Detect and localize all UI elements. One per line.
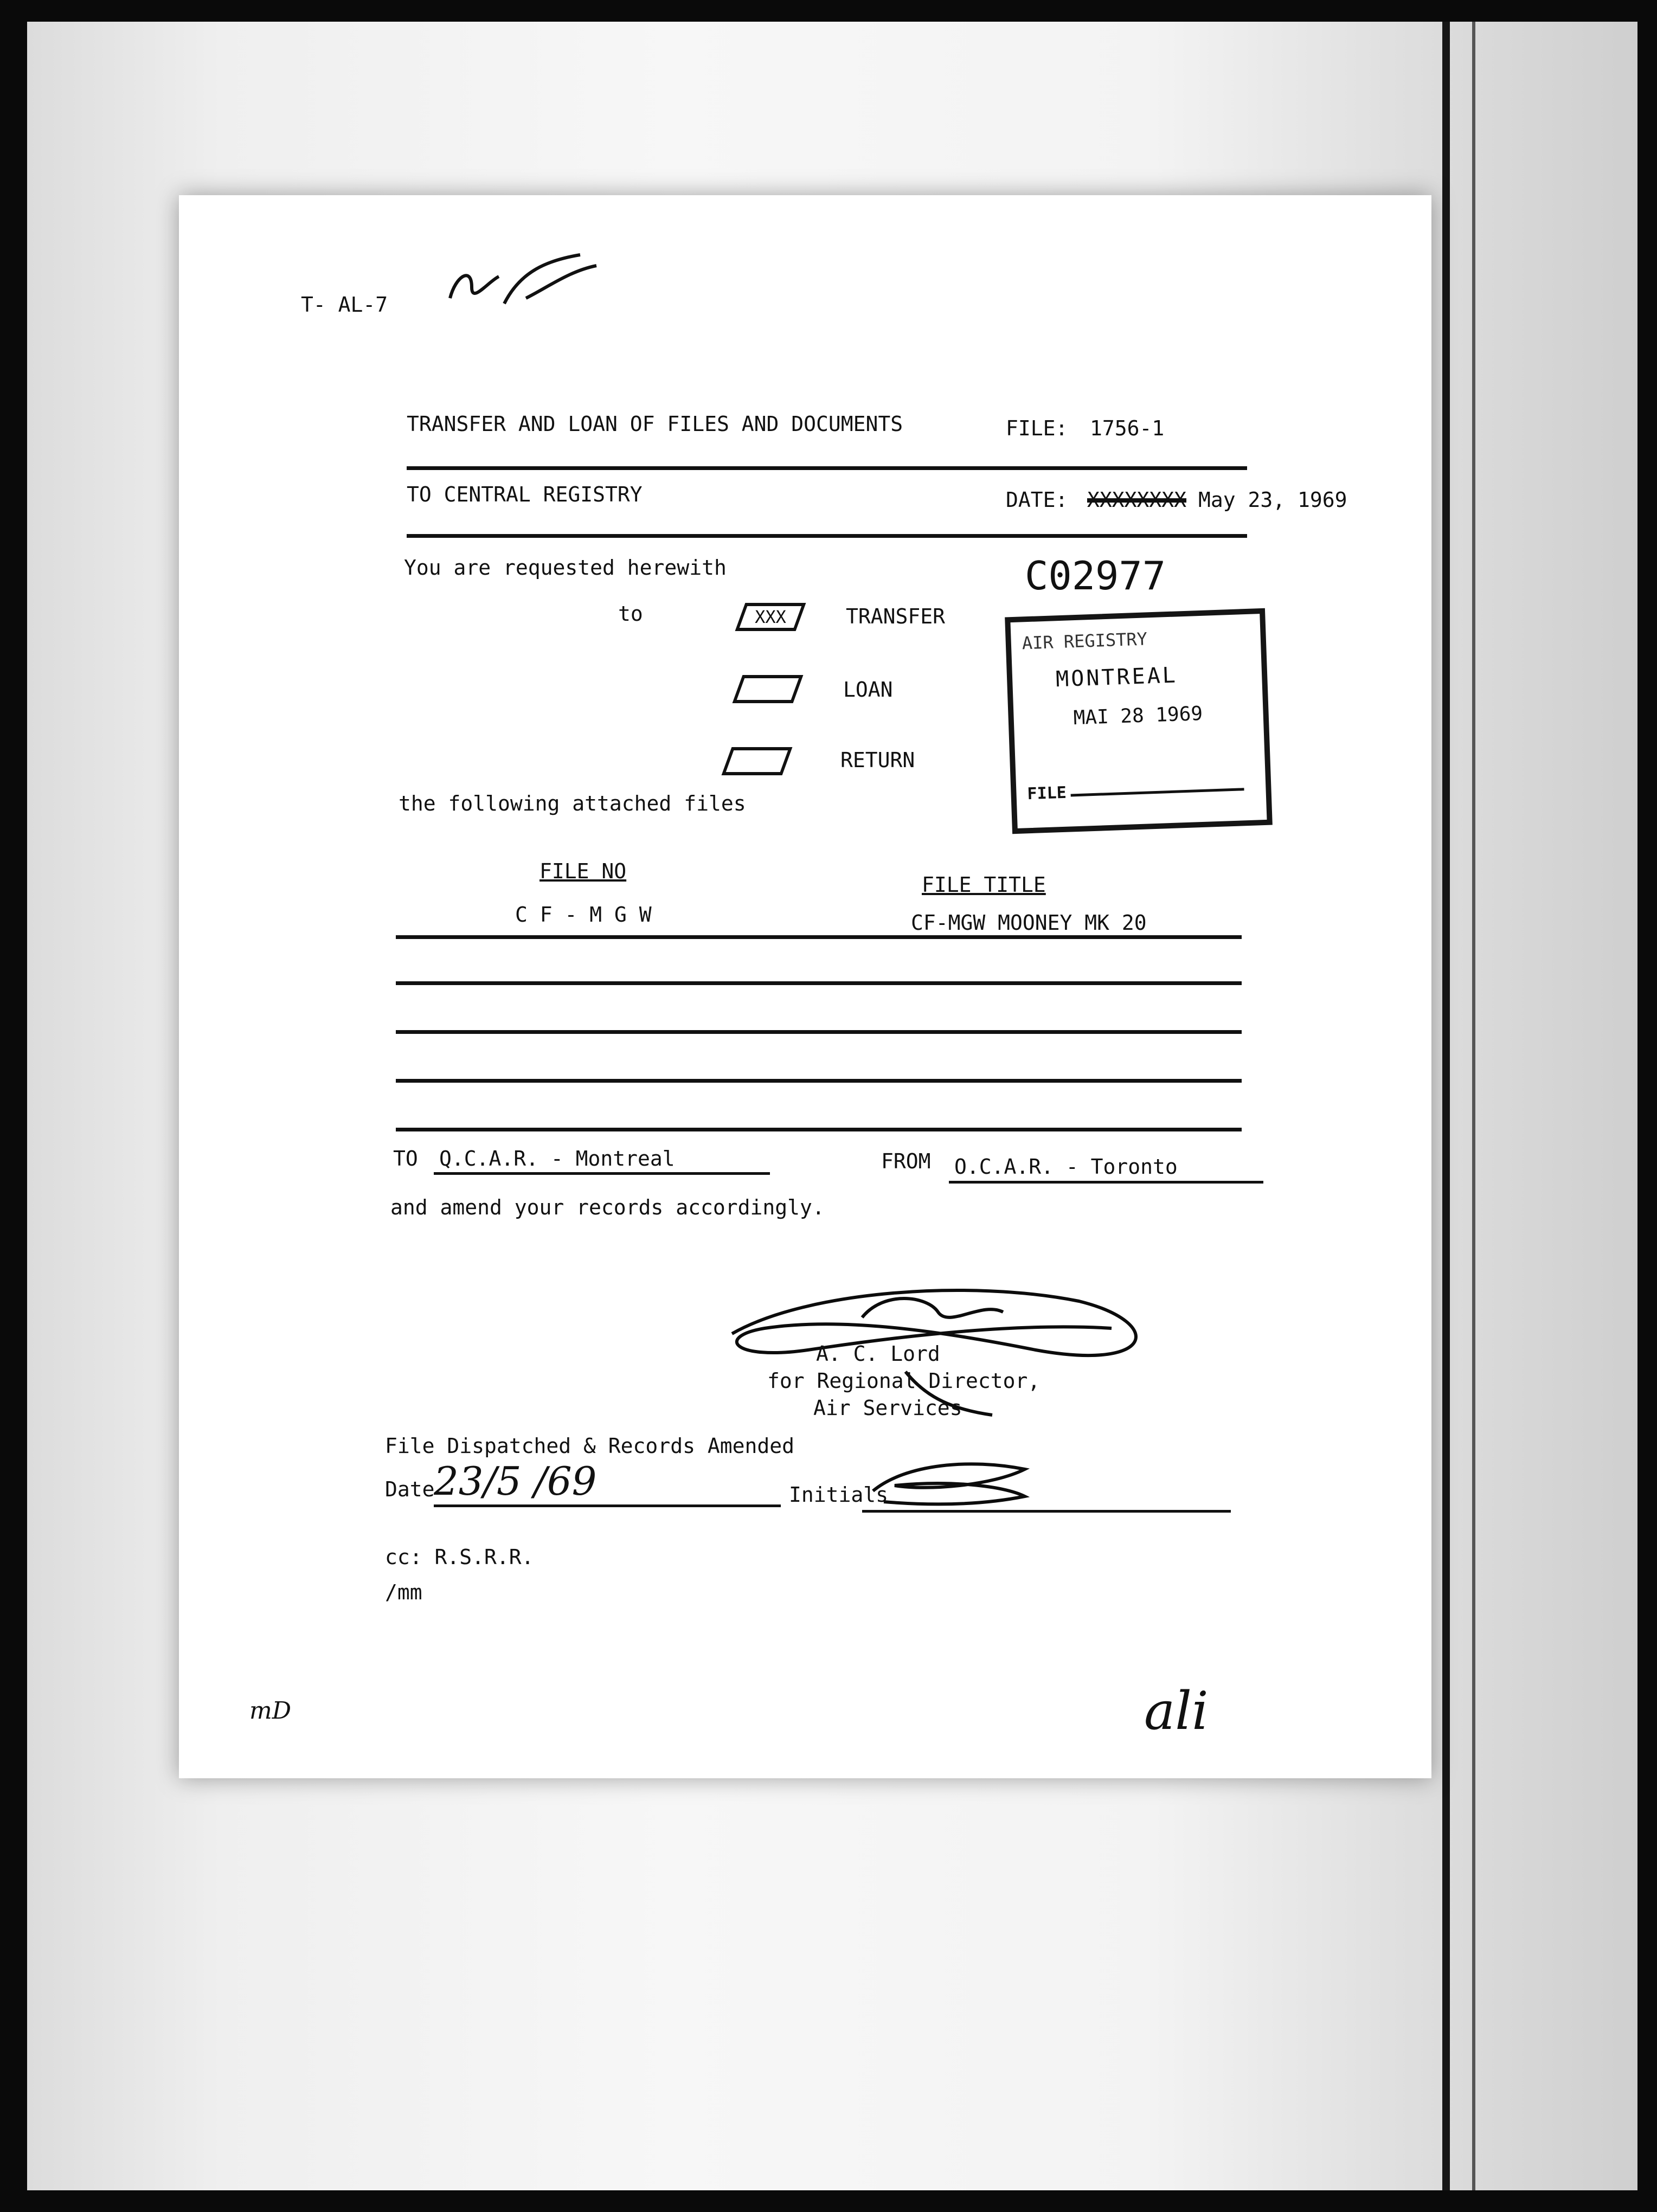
file-row-rule-4 bbox=[396, 1079, 1242, 1083]
to-underline bbox=[434, 1172, 770, 1175]
following-files-text: the following attached files bbox=[399, 792, 746, 815]
received-stamp bbox=[1005, 608, 1273, 834]
initials-line bbox=[862, 1510, 1231, 1513]
from-underline bbox=[949, 1181, 1263, 1184]
loan-option-label: LOAN bbox=[843, 678, 893, 702]
stamp-number: C02977 bbox=[1025, 553, 1166, 599]
to-destination: Q.C.A.R. - Montreal bbox=[439, 1147, 675, 1171]
column-header-file-no: FILE NO bbox=[540, 859, 627, 883]
binder-edge-secondary bbox=[1472, 22, 1475, 2190]
amend-records-text: and amend your records accordingly. bbox=[390, 1195, 825, 1219]
dispatch-date-value: 23/5 /69 bbox=[434, 1458, 597, 1504]
typist-initials: /mm bbox=[385, 1580, 422, 1604]
dispatched-text: File Dispatched & Records Amended bbox=[385, 1434, 794, 1458]
return-checkbox[interactable] bbox=[722, 747, 793, 775]
dispatch-date-label: Date bbox=[385, 1477, 435, 1501]
to-text: to bbox=[618, 602, 643, 626]
file-row-rule-2 bbox=[396, 981, 1242, 985]
stamp-registry-label: AIR REGISTRY bbox=[1022, 628, 1148, 654]
initials-signature bbox=[862, 1442, 1036, 1518]
header-rule-1 bbox=[407, 466, 1247, 470]
margin-note-right: ali bbox=[1144, 1681, 1209, 1741]
signer-name: A. C. Lord bbox=[816, 1342, 940, 1366]
header-rule-2 bbox=[407, 534, 1247, 538]
dispatch-date-line bbox=[434, 1504, 781, 1507]
stamp-date: MAI 28 1969 bbox=[1073, 702, 1203, 730]
from-label: FROM bbox=[881, 1149, 931, 1173]
cc-line: cc: R.S.R.R. bbox=[385, 1545, 534, 1569]
binder-edge bbox=[1442, 22, 1450, 2190]
return-option-label: RETURN bbox=[840, 748, 915, 772]
form-title: TRANSFER AND LOAN OF FILES AND DOCUMENTS bbox=[407, 412, 903, 436]
stamp-city: MONTREAL bbox=[1055, 663, 1178, 692]
stamp-file-line bbox=[1071, 788, 1244, 796]
to-central-registry: TO CENTRAL REGISTRY bbox=[407, 483, 643, 506]
reference-code: T- AL-7 bbox=[301, 293, 388, 317]
signer-department: Air Services bbox=[813, 1396, 962, 1420]
file-label: FILE: bbox=[1006, 416, 1068, 440]
date-struck-out: XXXXXXXX bbox=[1087, 488, 1187, 512]
signer-role: for Regional Director, bbox=[767, 1369, 1041, 1393]
date-label: DATE: bbox=[1006, 488, 1068, 512]
from-origin: O.C.A.R. - Toronto bbox=[954, 1155, 1178, 1179]
stamp-file-label: FILE bbox=[1026, 783, 1067, 804]
initials-label: Initials bbox=[789, 1483, 889, 1507]
file-row-1-number: C F - M G W bbox=[515, 903, 652, 927]
transfer-checkbox[interactable] bbox=[735, 603, 806, 631]
memo-page bbox=[179, 195, 1431, 1778]
top-scribble-signature bbox=[439, 233, 602, 320]
file-row-rule-3 bbox=[396, 1030, 1242, 1034]
file-value: 1756-1 bbox=[1090, 416, 1165, 440]
file-row-rule-1 bbox=[396, 935, 1242, 939]
loan-checkbox[interactable] bbox=[733, 675, 804, 703]
file-row-1-title: CF-MGW MOONEY MK 20 bbox=[911, 911, 1147, 935]
margin-note-left: mD bbox=[249, 1697, 291, 1725]
to-label: TO bbox=[393, 1147, 418, 1171]
column-header-file-title: FILE TITLE bbox=[922, 873, 1046, 897]
transfer-check-mark: XXX bbox=[755, 607, 786, 627]
transfer-option-label: TRANSFER bbox=[846, 605, 946, 628]
request-text: You are requested herewith bbox=[404, 556, 727, 580]
date-value: May 23, 1969 bbox=[1198, 488, 1347, 512]
file-row-rule-5 bbox=[396, 1128, 1242, 1131]
